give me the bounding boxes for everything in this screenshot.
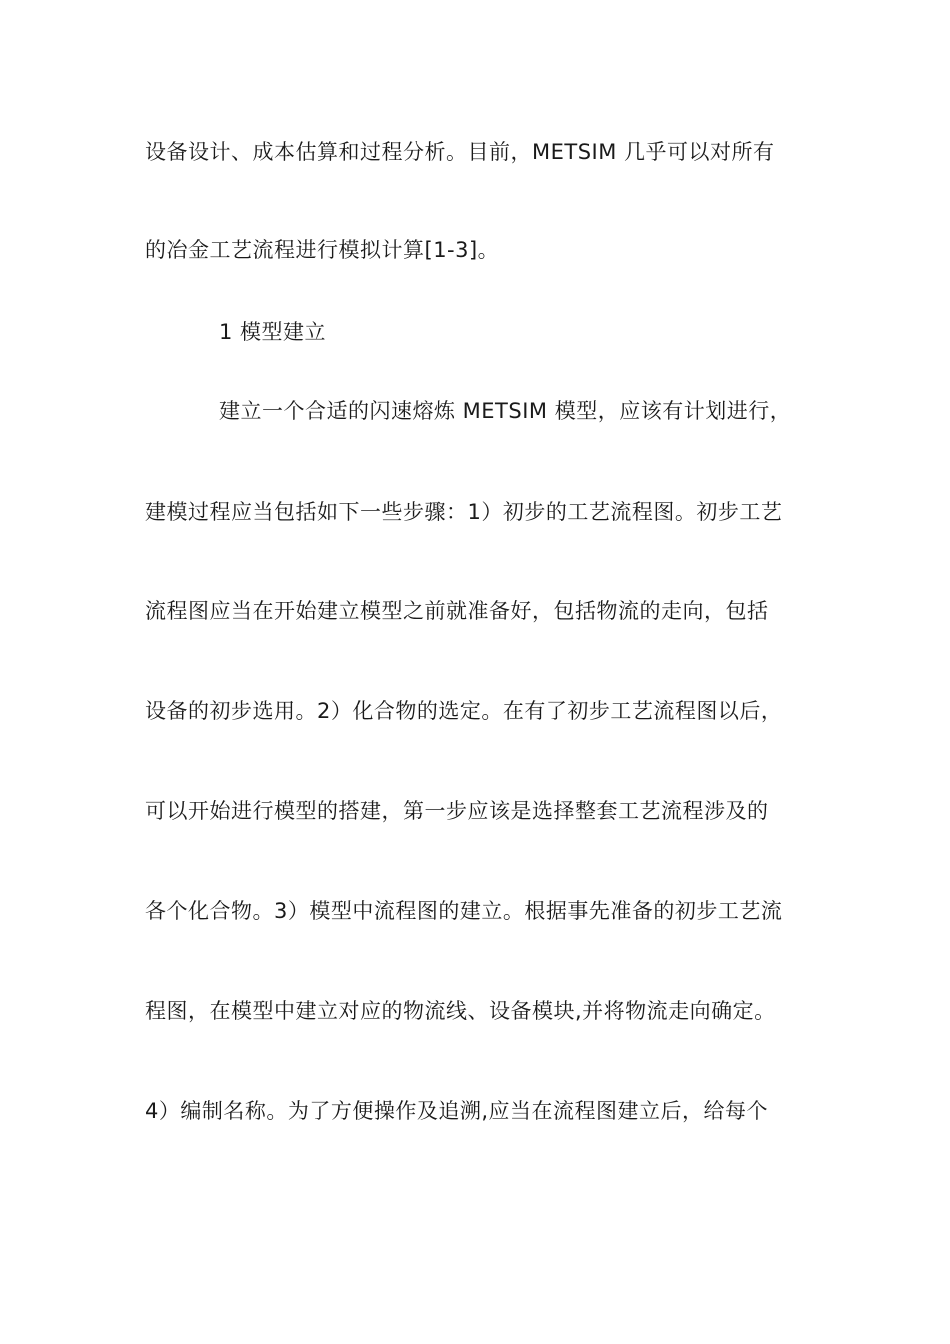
paragraph-line-9: 程图，在模型中建立对应的物流线、设备模块,并将物流走向确定。	[145, 999, 776, 1023]
paragraph-line-6: 设备的初步选用。2）化合物的选定。在有了初步工艺流程图以后，	[145, 699, 783, 723]
paragraph-line-5: 流程图应当在开始建立模型之前就准备好，包括物流的走向，包括	[145, 599, 769, 623]
paragraph-line-2: 的冶金工艺流程进行模拟计算[1-3]。	[145, 238, 500, 262]
paragraph-line-3: 建立一个合适的闪速熔炼 METSIM 模型，应该有计划进行，	[219, 399, 792, 423]
paragraph-line-7: 可以开始进行模型的搭建，第一步应该是选择整套工艺流程涉及的	[145, 799, 769, 823]
section-heading: 1 模型建立	[219, 320, 327, 344]
paragraph-line-8: 各个化合物。3）模型中流程图的建立。根据事先准备的初步工艺流	[145, 899, 783, 923]
paragraph-line-4: 建模过程应当包括如下一些步骤：1）初步的工艺流程图。初步工艺	[145, 500, 783, 524]
paragraph-line-1: 设备设计、成本估算和过程分析。目前，METSIM 几乎可以对所有	[145, 140, 775, 164]
paragraph-line-10: 4）编制名称。为了方便操作及追溯,应当在流程图建立后，给每个	[145, 1099, 769, 1123]
